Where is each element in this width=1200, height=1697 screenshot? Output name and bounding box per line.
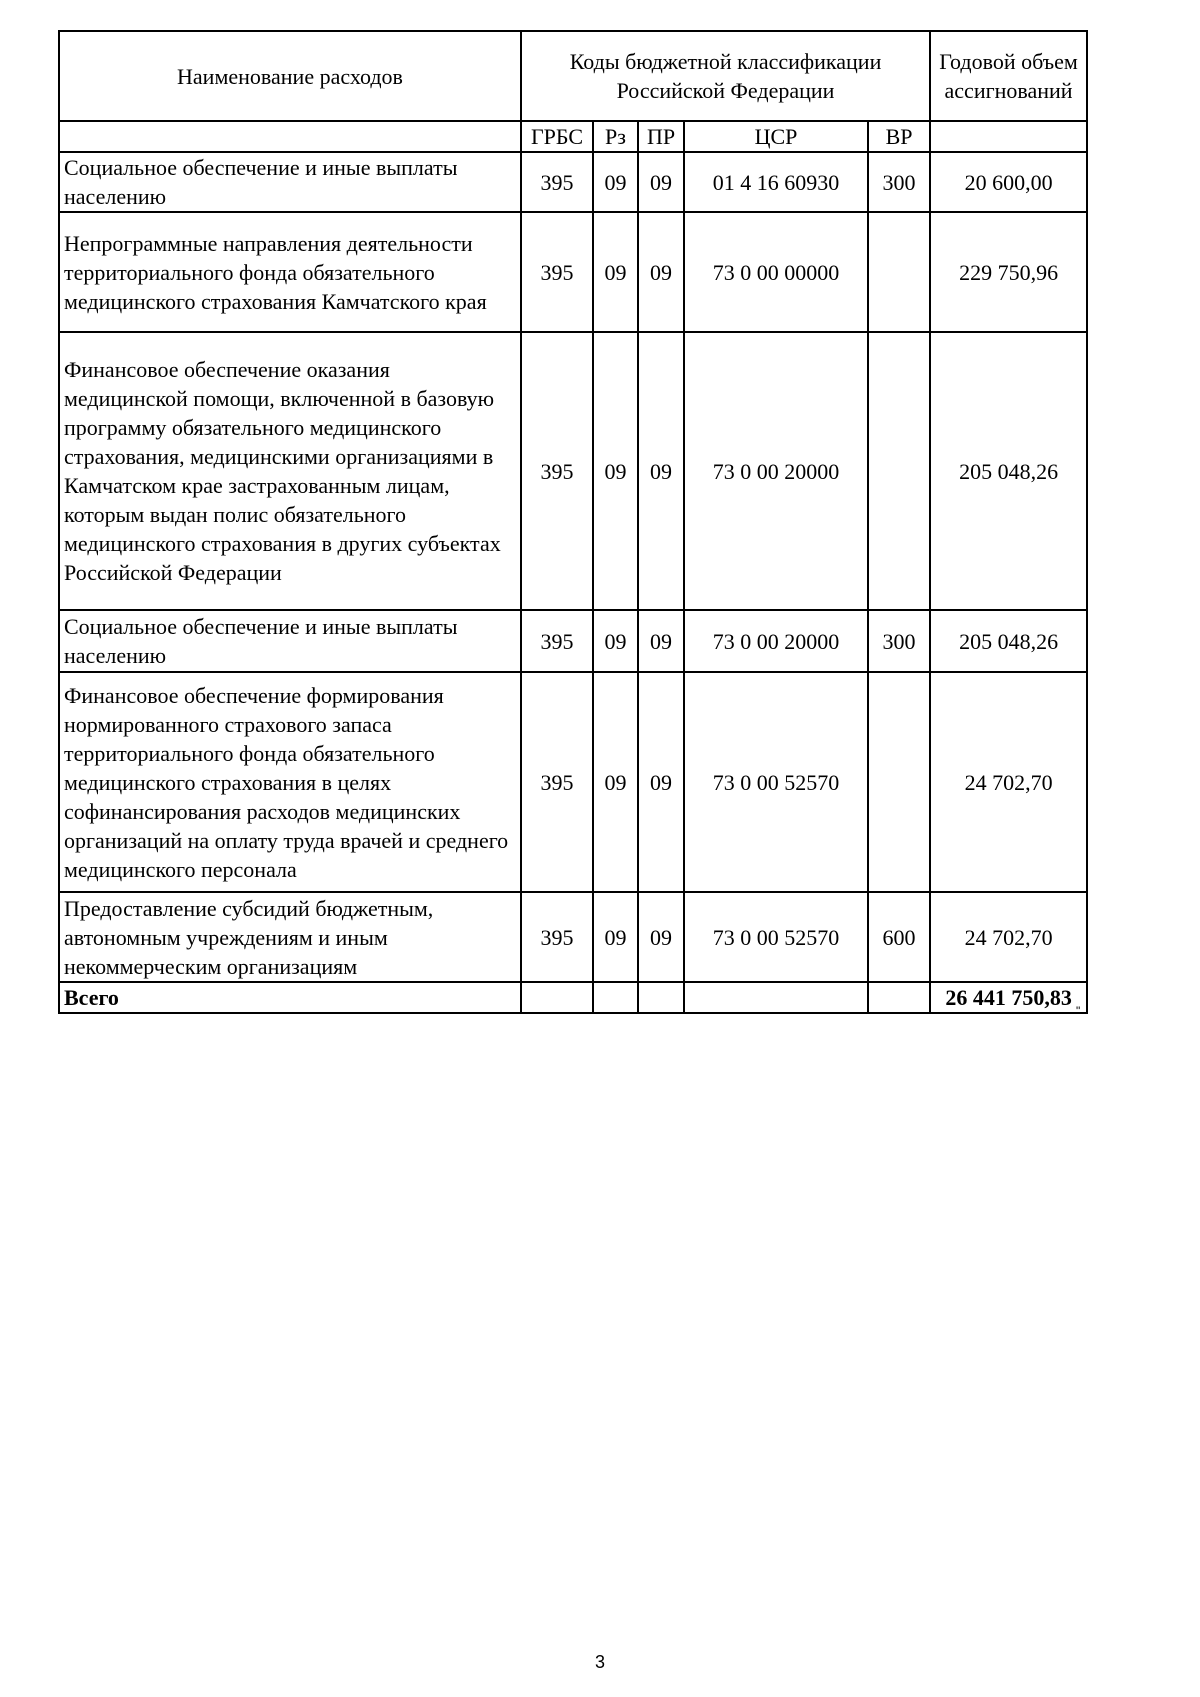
row-name: Непрограммные направления деятельности территориального фонда обязательного медицинского страхования Камчатского края <box>59 212 521 332</box>
row-pr: 09 <box>638 610 684 672</box>
row-vr <box>868 332 930 610</box>
row-vr: 600 <box>868 892 930 982</box>
table-row <box>59 892 1087 982</box>
row-amount: 24 702,70 <box>930 672 1087 892</box>
row-amount: 24 702,70 <box>930 892 1087 982</box>
total-empty-csr <box>684 982 868 1013</box>
table-row <box>59 332 1087 610</box>
row-rz: 09 <box>593 610 638 672</box>
row-grbs: 395 <box>521 610 593 672</box>
row-vr: 300 <box>868 610 930 672</box>
row-grbs: 395 <box>521 332 593 610</box>
row-name: Финансовое обеспечение формирования нормированного страхового запаса территориального фонда обязательного медицинского страхования в целях софинансирования расходов медицинских организаций на оплату труда врачей и среднего медицинского персонала <box>59 672 521 892</box>
row-csr: 73 0 00 00000 <box>684 212 868 332</box>
row-pr: 09 <box>638 332 684 610</box>
row-grbs: 395 <box>521 892 593 982</box>
row-vr <box>868 672 930 892</box>
row-csr: 01 4 16 60930 <box>684 152 868 212</box>
table-subheader-row <box>59 121 1087 152</box>
total-empty-vr <box>868 982 930 1013</box>
row-name: Социальное обеспечение и иные выплаты населению <box>59 610 521 672</box>
row-name: Предоставление субсидий бюджетным, автономным учреждениям и иным некоммерческим организациям <box>59 892 521 982</box>
page-number: 3 <box>594 1652 605 1672</box>
table-header-row <box>59 31 1087 121</box>
header-expense-name: Наименование расходов <box>59 31 521 121</box>
row-rz: 09 <box>593 212 638 332</box>
row-amount: 20 600,00 <box>930 152 1087 212</box>
row-name: Финансовое обеспечение оказания медицинской помощи, включенной в базовую программу обязательного медицинского страхования, медицинскими организациями в Камчатском крае застрахованным лицам, которым выдан полис обязательного медицинского страхования в других субъектах Российской Федерации <box>59 332 521 610</box>
row-grbs: 395 <box>521 212 593 332</box>
subheader-csr: ЦСР <box>684 121 868 152</box>
subheader-empty-amount <box>930 121 1087 152</box>
row-rz: 09 <box>593 672 638 892</box>
row-rz: 09 <box>593 892 638 982</box>
row-amount: 205 048,26 <box>930 610 1087 672</box>
row-pr: 09 <box>638 212 684 332</box>
subheader-pr: ПР <box>638 121 684 152</box>
table-row <box>59 610 1087 672</box>
row-csr: 73 0 00 52570 <box>684 892 868 982</box>
total-empty-grbs <box>521 982 593 1013</box>
total-amount: 26 441 750,83 <box>930 982 1087 1013</box>
subheader-empty <box>59 121 521 152</box>
row-pr: 09 <box>638 672 684 892</box>
subheader-grbs: ГРБС <box>521 121 593 152</box>
subheader-vr: ВР <box>868 121 930 152</box>
row-csr: 73 0 00 20000 <box>684 610 868 672</box>
budget-allocation-table <box>58 30 1088 1014</box>
row-rz: 09 <box>593 152 638 212</box>
table-row <box>59 212 1087 332</box>
total-row <box>59 982 1087 1013</box>
table-row <box>59 152 1087 212</box>
row-grbs: 395 <box>521 152 593 212</box>
table-row <box>59 672 1087 892</box>
closing-quote: " <box>1076 1004 1081 1018</box>
total-empty-pr <box>638 982 684 1013</box>
row-pr: 09 <box>638 892 684 982</box>
total-label: Всего <box>59 982 521 1013</box>
row-csr: 73 0 00 52570 <box>684 672 868 892</box>
row-name: Социальное обеспечение и иные выплаты населению <box>59 152 521 212</box>
row-csr: 73 0 00 20000 <box>684 332 868 610</box>
header-annual-amount: Годовой объем ассигнований <box>930 31 1087 121</box>
total-empty-rz <box>593 982 638 1013</box>
row-amount: 229 750,96 <box>930 212 1087 332</box>
row-amount: 205 048,26 <box>930 332 1087 610</box>
row-vr <box>868 212 930 332</box>
row-rz: 09 <box>593 332 638 610</box>
row-vr: 300 <box>868 152 930 212</box>
subheader-rz: Рз <box>593 121 638 152</box>
row-pr: 09 <box>638 152 684 212</box>
header-budget-codes: Коды бюджетной классификации Российской Федерации <box>521 31 930 121</box>
row-grbs: 395 <box>521 672 593 892</box>
